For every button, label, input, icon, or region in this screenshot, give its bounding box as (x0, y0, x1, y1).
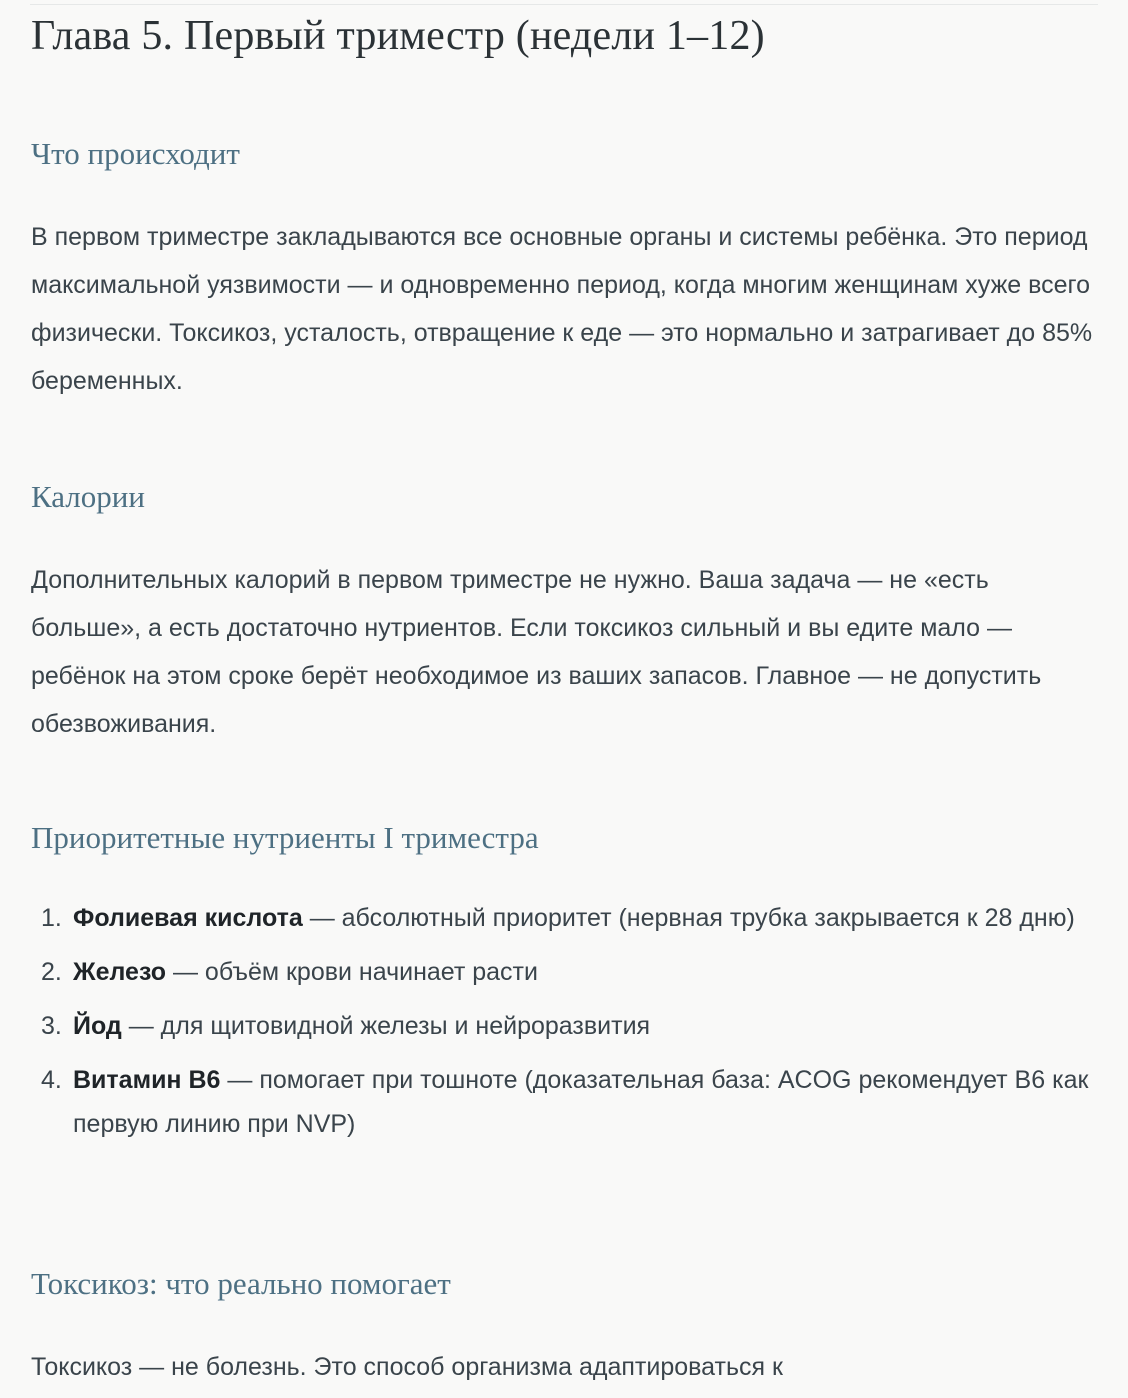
list-text: — помогает при тошноте (доказательная база: ACOG рекомендует B6 как первую линию при NVP) (73, 1066, 1089, 1138)
list-term: Железо (73, 958, 167, 986)
section-heading-priority-nutrients: Приоритетные нутриенты I триместра (31, 820, 539, 855)
list-number: 3. (41, 1012, 62, 1040)
section-heading-calories: Калории (31, 479, 145, 514)
top-divider (30, 4, 1098, 5)
section-paragraph-calories: Дополнительных калорий в первом триместре не нужно. Ваша задача — не «есть больше», а есть достаточно нутриентов. Если токсикоз сильный и вы едите мало — ребёнок на этом сроке берёт необходимое из ваших запасов. Главное — не допустить обезвоживания. (31, 566, 1042, 738)
list-item (41, 1058, 1111, 1146)
list-item (41, 896, 1111, 940)
list-text: — для щитовидной железы и нейроразвития (121, 1012, 651, 1040)
nutrients-list (41, 896, 1111, 1156)
list-number: 2. (41, 958, 62, 986)
section-heading-toxicosis: Токсикоз: что реально помогает (31, 1266, 451, 1301)
list-term: Фолиевая кислота (73, 904, 303, 932)
list-item (41, 1004, 1111, 1048)
section-heading-what-happens: Что происходит (31, 136, 240, 171)
list-text: — абсолютный приоритет (нервная трубка закрывается к 28 дню) (302, 904, 1075, 932)
list-term: Витамин B6 (73, 1066, 221, 1094)
chapter-title: Глава 5. Первый триместр (недели 1–12) (31, 13, 765, 59)
list-item (41, 950, 1111, 994)
list-text: — объём крови начинает расти (166, 958, 538, 986)
section-paragraph-toxicosis: Токсикоз — не болезнь. Это способ организма адаптироваться к (31, 1353, 783, 1381)
list-number: 4. (41, 1066, 62, 1094)
list-term: Йод (73, 1012, 122, 1040)
section-paragraph-what-happens: В первом триместре закладываются все основные органы и системы ребёнка. Это период максимальной уязвимости — и одновременно период, когда многим женщинам хуже всего физически. Токсикоз, усталость, отвращение к еде — это нормально и затрагивает до 85% беременных. (31, 223, 1093, 395)
list-number: 1. (41, 904, 62, 932)
